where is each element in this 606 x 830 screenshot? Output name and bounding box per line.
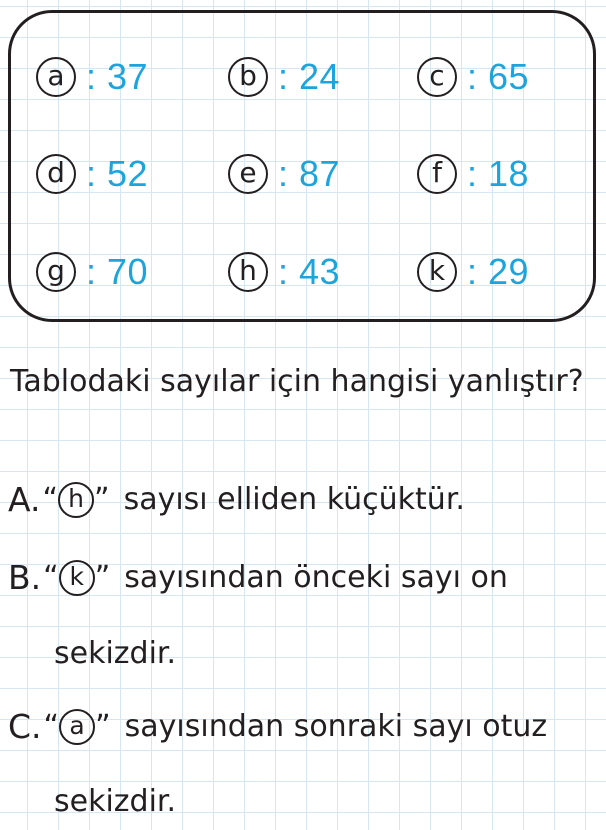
circled-letter: a <box>59 709 95 745</box>
table-cell-d <box>36 152 148 196</box>
open-quote: “ <box>43 560 59 595</box>
table-cell-b <box>228 55 340 99</box>
cell-value: : 70 <box>86 251 149 292</box>
option-text: sayısı elliden küçüktür. <box>123 482 465 517</box>
open-quote: “ <box>43 709 60 744</box>
circled-letter: h <box>58 482 94 518</box>
circled-letter: c <box>417 57 457 97</box>
option-label: C. <box>8 707 42 746</box>
cell-value: : 24 <box>278 56 341 97</box>
option-c[interactable] <box>8 707 547 746</box>
cell-value: : 18 <box>467 153 530 194</box>
circled-letter: k <box>59 560 95 596</box>
cell-value: : 65 <box>467 56 530 97</box>
circled-letter: b <box>228 57 268 97</box>
close-quote: ” <box>94 560 111 595</box>
table-cell-c <box>417 55 529 99</box>
option-text: sayısından sonraki sayı otuz <box>124 709 548 744</box>
circled-letter: e <box>228 154 268 194</box>
cell-value: : 87 <box>278 153 341 194</box>
option-c-continuation: sekizdir. <box>54 784 177 819</box>
cell-value: : 29 <box>467 251 530 292</box>
option-b[interactable] <box>8 558 508 597</box>
table-cell-a <box>36 55 148 99</box>
table-cell-h <box>228 250 340 294</box>
circled-letter: h <box>228 252 268 292</box>
close-quote: ” <box>95 709 111 744</box>
table-cell-f <box>417 152 529 196</box>
option-text: sayısından önceki sayı on <box>124 560 508 595</box>
question-text: Tablodaki sayılar için hangisi yanlıştır? <box>10 364 584 399</box>
circled-letter: k <box>417 252 457 292</box>
table-cell-k <box>417 250 529 294</box>
option-b-continuation: sekizdir. <box>54 636 177 671</box>
option-label: B. <box>8 558 42 597</box>
close-quote: ” <box>94 482 110 517</box>
cell-value: : 43 <box>278 251 341 292</box>
cell-value: : 52 <box>86 153 149 194</box>
cell-value: : 37 <box>86 56 149 97</box>
option-label: A. <box>8 480 41 519</box>
circled-letter: d <box>36 154 76 194</box>
table-cell-g <box>36 250 148 294</box>
option-a[interactable] <box>8 480 465 519</box>
table-cell-e <box>228 152 340 196</box>
open-quote: “ <box>42 482 59 517</box>
circled-letter: f <box>417 154 457 194</box>
circled-letter: a <box>36 57 76 97</box>
circled-letter: g <box>36 252 76 292</box>
